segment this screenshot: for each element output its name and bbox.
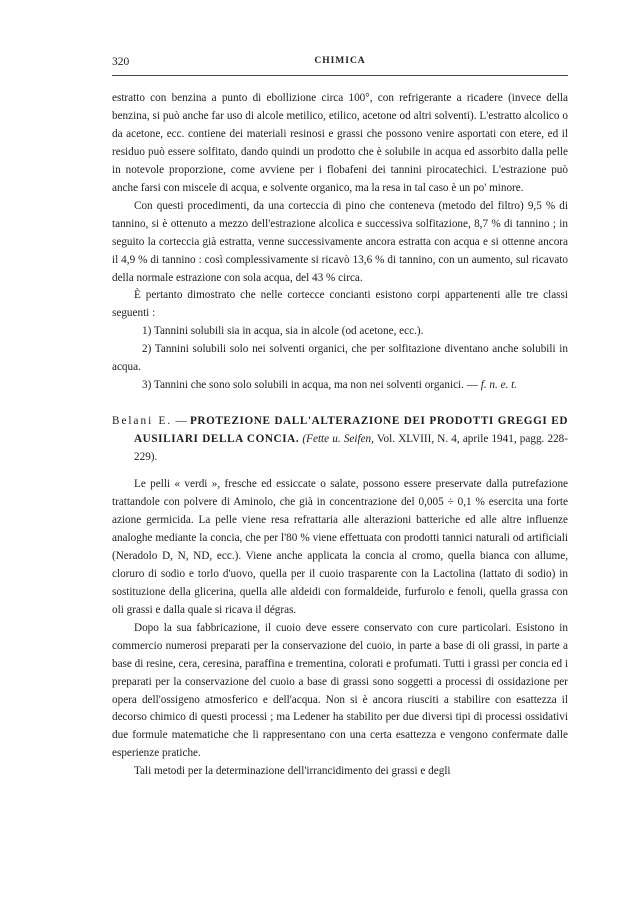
article-journal: (Fette u. Seifen,: [302, 433, 374, 446]
article-author: Belani E.: [112, 415, 173, 428]
page-number: 320: [112, 56, 130, 68]
list-item-2: 2) Tannini solubili solo nei solventi organici, che per solfitazione diventano anche solubili in acqua.: [112, 343, 568, 374]
header-rule: [112, 75, 568, 76]
running-title: CHIMICA: [314, 56, 366, 66]
list-item-3-text: 3) Tannini che sono solo solubili in acqua, ma non nei solventi organici. —: [142, 379, 478, 392]
paragraph-rancidity-methods: Tali metodi per la determinazione dell'irrancidimento dei grassi e degli: [134, 765, 451, 778]
paragraph-hides-preservation: Le pelli « verdi », fresche ed essiccate o salate, possono essere preservate dalla putrefazione trattandole con polvere di Aminolo, che già in concentrazione del 0,005 ÷ 0,1 % esercita una forte azione germicida. La pelle viene resa refrattaria alle alterazioni batteriche ed alle altre influenze analoghe mediante la concia, che per l'80 % viene effettuata con prodotti tannici naturali od artificiali (Neradolo D, N, ND, ecc.). Viene anche applicata la concia al cromo, quella bianca con allume, cloruro di sodio e torlo d'uovo, quella per il cuoio trasparente con la Lactolina (lattato di sodio) in sostituzione della glicerina, quella alle aldeidi con formaldeide, furfurolo e fenoli, quella grassa con oli grassi e dalla quale si ricava il dégras.: [112, 478, 568, 616]
article-title: PROTEZIONE DALL'ALTERAZIONE DEI PRODOTTI GREGGI ED AUSILIARI DELLA CONCIA.: [134, 415, 569, 446]
paragraph-leather-conservation: Dopo la sua fabbricazione, il cuoio deve essere conservato con cure particolari. Esistono in commercio numerosi preparati per la conservazione del cuoio, in parte a base di oli grassi, in parte a base di resine, cera, ceresina, paraffina e trementina, colorati e profumati. Tutti i grassi per concia ed i preparati per la conservazione del cuoio a base di grassi sono soggetti a processi di ossidazione per opera dell'ossigeno atmosferico e dell'acqua. Non si è ancora riusciti a stabilire con esattezza il decorso chimico di questi processi ; ma Ledener ha stabilito per due diversi tipi di processi ossidativi due formule matematiche che li rappresentano con una certa esattezza e vengono confermate dalle esperienze pratiche.: [112, 621, 568, 760]
article-reference: Vol. XLVIII, N. 4, aprile 1941, pagg. 228-229).: [134, 433, 568, 464]
article-dash: —: [175, 415, 187, 428]
paragraph-conclusion: È pertanto dimostrato che nelle cortecce concianti esistono corpi appartenenti alle tre classi seguenti :: [112, 289, 568, 320]
body-text: [112, 90, 568, 781]
list-item-1: 1) Tannini solubili sia in acqua, sia in alcole (od acetone, ecc.).: [142, 325, 424, 338]
article-heading: [112, 413, 568, 467]
paragraph-continuation: estratto con benzina a punto di ebollizione circa 100°, con refrigerante a ricadere (invece della benzina, si può anche far uso di alcole metilico, etilico, acetone od altri solventi). L'estratto alcolico o da acetone, ecc. contiene dei materiali resinosi e grassi che possono venire asportati con etere, ed il residuo può essere solfitato, dando quindi un prodotto che è solubile in acqua ed assorbito dalla pelle in notevole proporzione, come avviene per i flobafeni dei tannini pirocatechici. L'estrazione può anche farsi con miscele di acqua, e solvente organico, ma la resa in tal caso è un po' minore.: [112, 92, 568, 194]
list-item-3: [112, 377, 568, 395]
abstract-signature: f. n. e. t.: [480, 379, 518, 392]
page-header: [112, 56, 568, 74]
paragraph-procedure-results: Con questi procedimenti, da una corteccia di pino che conteneva (metodo del filtro) 9,5 % di tannino, si è ottenuto a mezzo dell'estrazione alcolica e successiva solfitazione, 8,7 % di tannino ; in seguito la corteccia già estratta, venne successivamente ancora estratta con acqua e si ottenne ancora il 4,9 % di tannino : così complessivamente si ricavò 13,6 % di tannino, con un aumento, sul ricavato della normale estrazione con sola acqua, del 43 % circa.: [112, 199, 568, 284]
